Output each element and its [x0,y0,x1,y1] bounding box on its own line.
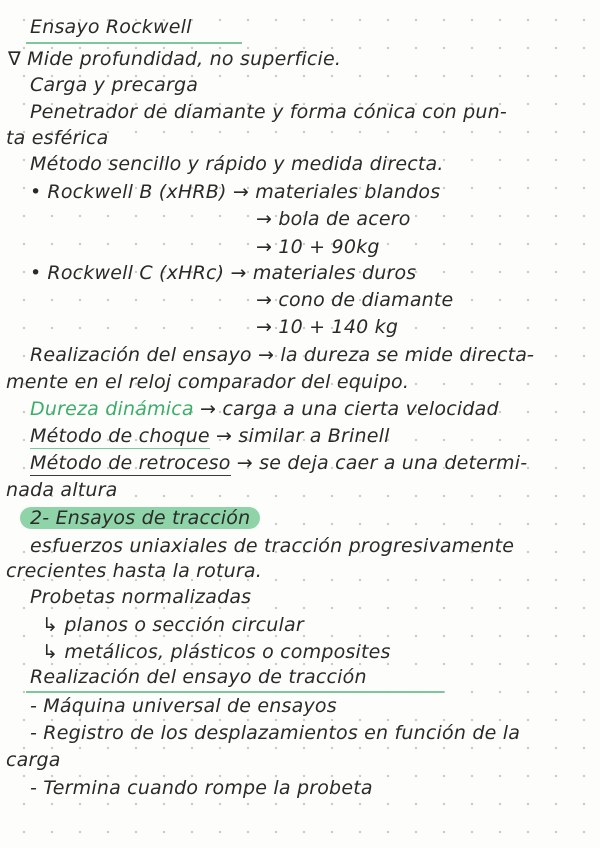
title-underline [26,42,242,44]
note-line: esfuerzos uniaxiales de tracción progresivamente [30,535,515,557]
title-ensayo-rockwell: Ensayo Rockwell [30,16,192,38]
note-line: → 10 + 90kg [256,236,380,258]
bullet-rockwell-c: • Rockwell C (xHRc) → materiales duros [30,260,416,286]
heading-metodo-choque: Método de choque [30,425,210,447]
note-line: - Termina cuando rompe la probeta [30,777,373,799]
note-line: crecientes hasta la rotura. [6,560,262,582]
note-line: - Registro de los desplazamientos en función de la [30,722,521,744]
section-highlight: 2- Ensayos de tracción [20,507,260,529]
note-line: Penetrador de diamante y forma cónica con pun- [30,101,507,123]
note-line: → 10 + 140 kg [256,316,399,338]
note-line: Carga y precarga [30,74,199,96]
dureza-dinamica-line [30,396,499,422]
note-line: → bola de acero [256,208,411,230]
metodo-choque-line [30,423,390,449]
note-line: ta esférica [6,127,109,149]
note-line: carga [6,749,61,771]
heading-dureza-dinamica: Dureza dinámica [30,398,194,420]
note-line: mente en el reloj comparador del equipo. [6,371,410,393]
note-line: ↳ planos o sección circular [42,614,304,636]
heading-realizacion-traccion: Realización del ensayo de tracción [30,666,367,688]
note-text: → se deja caer a una determi- [230,452,528,474]
note-line: Realización del ensayo → la dureza se mide directa- [30,344,535,366]
note-line: ∇ Mide profundidad, no superficie. [8,48,342,70]
note-line: Método sencillo y rápido y medida directa. [30,153,444,175]
section-heading-ensayos-traccion [20,505,260,531]
note-line: - Máquina universal de ensayos [30,695,337,717]
note-line: nada altura [6,479,118,501]
metodo-retroceso-line [30,450,527,476]
note-line: Probetas normalizadas [30,586,252,608]
note-text: → similar a Brinell [209,425,390,447]
bullet-rockwell-b: • Rockwell B (xHRB) → materiales blandos [30,179,440,205]
note-line: → cono de diamante [256,289,454,311]
note-line: ↳ metálicos, plásticos o composites [42,641,391,663]
note-text: → carga a una cierta velocidad [193,398,499,420]
heading-metodo-retroceso: Método de retroceso [30,452,231,474]
